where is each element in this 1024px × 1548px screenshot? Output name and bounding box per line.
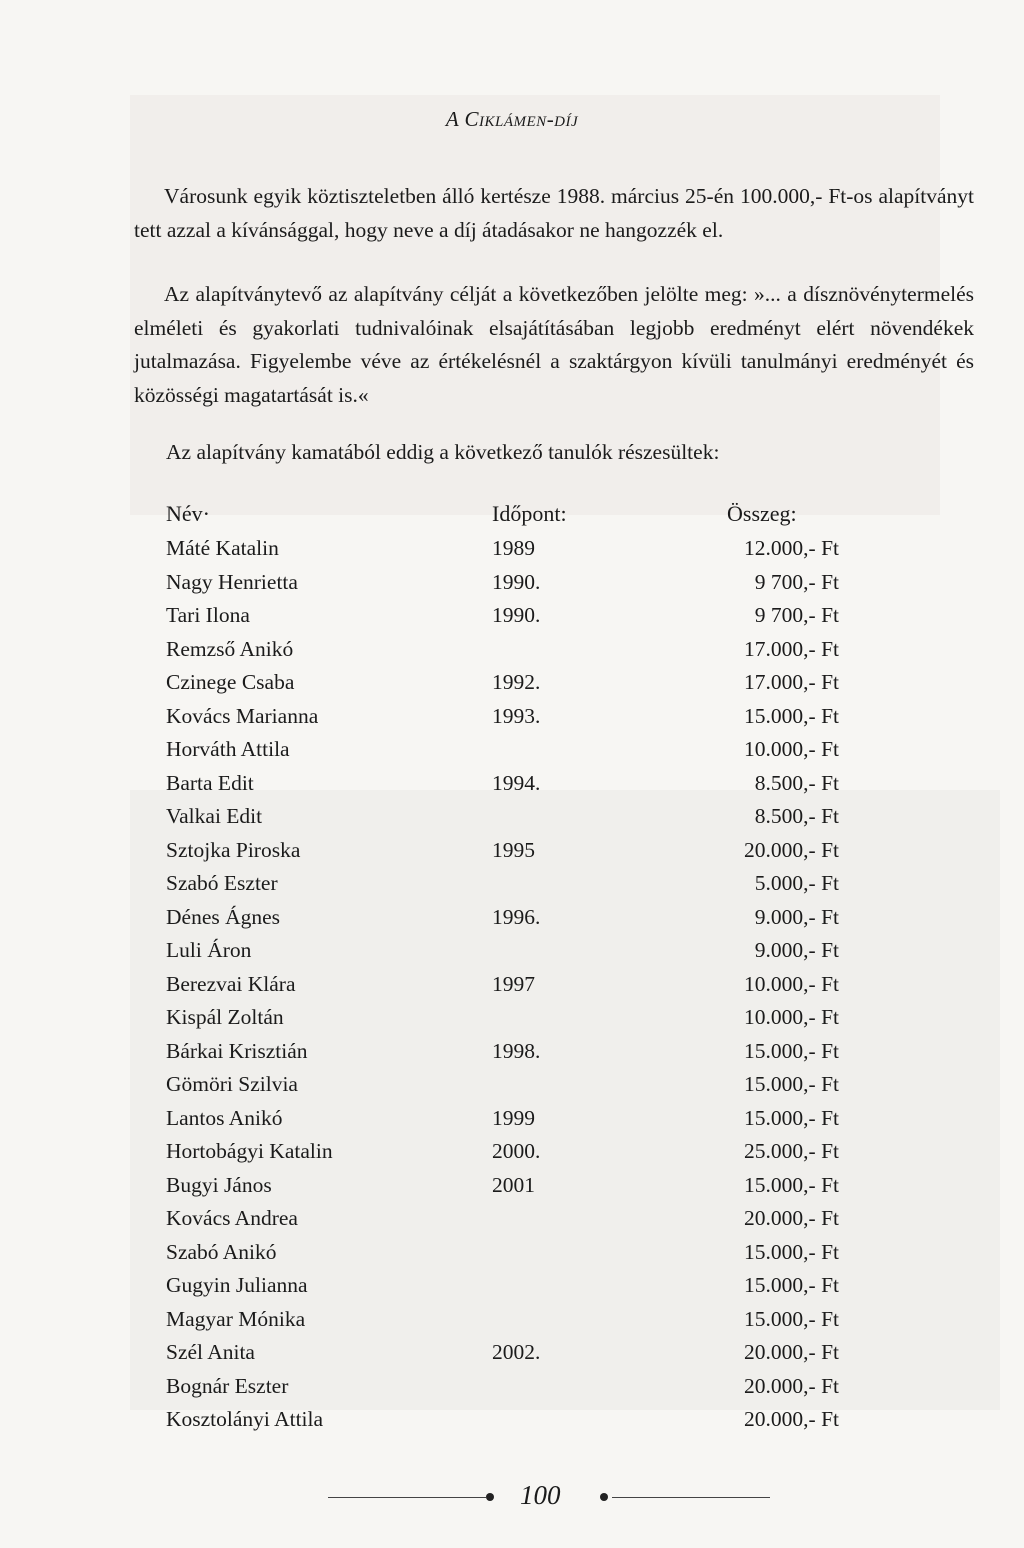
award-amount: 25.000,- Ft: [744, 1139, 839, 1163]
recipient-name: Horváth Attila: [166, 737, 290, 761]
column-header-name: Név·: [166, 501, 210, 526]
award-date: 2002.: [492, 1340, 541, 1364]
award-date: 1995: [492, 837, 535, 862]
award-amount: 15.000,- Ft: [744, 1306, 839, 1331]
award-date: 1989: [492, 536, 535, 560]
footer-rule-right: [612, 1497, 770, 1498]
award-date: 1994.: [492, 770, 541, 795]
recipient-name: Kispál Zoltán: [166, 1005, 284, 1029]
award-date: 1998.: [492, 1038, 541, 1063]
award-amount: 15.000,- Ft: [744, 1105, 839, 1130]
award-amount: 17.000,- Ft: [744, 670, 839, 694]
footer-rule-left: [328, 1497, 486, 1498]
table-header-row: [0, 496, 1024, 532]
recipient-name: Remzső Anikó: [166, 636, 294, 661]
table-row: [0, 901, 1024, 935]
recipient-name: Máté Katalin: [166, 536, 279, 560]
table-row: [0, 566, 1024, 600]
recipient-name: Czinege Csaba: [166, 670, 295, 694]
award-amount: 20.000,- Ft: [744, 1206, 839, 1230]
table-row: [0, 767, 1024, 801]
award-date: 1993.: [492, 703, 541, 728]
recipient-name: Barta Edit: [166, 770, 254, 795]
award-amount: 20.000,- Ft: [744, 837, 839, 862]
recipient-name: Lantos Anikó: [166, 1105, 283, 1130]
recipient-name: Szél Anita: [166, 1340, 255, 1364]
table-row: [0, 1336, 1024, 1370]
table-row: [0, 532, 1024, 566]
recipient-name: Kovács Andrea: [166, 1206, 298, 1230]
award-date: 2001: [492, 1172, 535, 1197]
award-amount: 15.000,- Ft: [744, 1072, 839, 1096]
table-row: [0, 1035, 1024, 1069]
award-amount: 15.000,- Ft: [744, 1239, 839, 1264]
award-amount: 9 700,- Ft: [754, 603, 839, 627]
award-amount: 9.000,- Ft: [754, 938, 839, 962]
paragraph-purpose: Az alapítványtevő az alapítvány célját a következőben jelölte meg: »... a dísznövénytermelés elméleti és gyakorlati tudnivalóinak elsajátításában legjobb eredményt elért növendékek jutalmazása. Figyelembe véve az értékelésnél a szaktárgyon kívüli tanulmányi eredményét és közösségi magatartását is.«: [134, 282, 974, 407]
recipient-name: Nagy Henrietta: [166, 569, 298, 594]
recipient-name: Szabó Eszter: [166, 871, 278, 895]
recipient-name: Bognár Eszter: [166, 1373, 289, 1398]
recipient-name: Hortobágyi Katalin: [166, 1139, 333, 1163]
table-row: [0, 1001, 1024, 1035]
recipient-name: Gugyin Julianna: [166, 1273, 308, 1297]
recipient-name: Kovács Marianna: [166, 703, 319, 728]
table-row: [0, 1403, 1024, 1437]
award-amount: 8.500,- Ft: [754, 770, 839, 795]
table-row: [0, 934, 1024, 968]
table-row: [0, 867, 1024, 901]
table-row: [0, 633, 1024, 667]
award-amount: 9 700,- Ft: [754, 569, 839, 594]
award-date: 1999: [492, 1105, 535, 1130]
paragraph-intro: Városunk egyik köztiszteletben álló kertésze 1988. március 25-én 100.000,- Ft-os alapítványt tett azzal a kívánsággal, hogy neve a díj átadásakor ne hangozzék el.: [134, 184, 974, 242]
recipient-name: Bugyi János: [166, 1172, 272, 1197]
recipients-table: [0, 496, 1024, 1437]
award-amount: 15.000,- Ft: [744, 1273, 839, 1297]
table-row: [0, 1068, 1024, 1102]
award-date: 1990.: [492, 603, 541, 627]
recipient-name: Szabó Anikó: [166, 1239, 277, 1264]
header-prefix: A: [445, 107, 465, 131]
table-row: [0, 968, 1024, 1002]
award-amount: 8.500,- Ft: [754, 804, 839, 828]
award-amount: 15.000,- Ft: [744, 1038, 839, 1063]
award-amount: 20.000,- Ft: [744, 1407, 839, 1431]
recipient-name: Dénes Ágnes: [166, 904, 281, 929]
award-amount: 5.000,- Ft: [754, 871, 839, 895]
table-body: [0, 532, 1024, 1437]
header-title: Ciklámen-díj: [464, 107, 579, 131]
recipient-name: Gömöri Szilvia: [166, 1072, 298, 1096]
award-amount: 10.000,- Ft: [744, 737, 839, 761]
table-row: [0, 1269, 1024, 1303]
award-amount: 15.000,- Ft: [744, 703, 839, 728]
footer-bullet-right: [600, 1493, 608, 1501]
recipient-name: Tari Ilona: [166, 603, 250, 627]
footer-bullet-left: [486, 1493, 494, 1501]
table-row: [0, 1236, 1024, 1270]
award-amount: 15.000,- Ft: [744, 1172, 839, 1197]
award-amount: 17.000,- Ft: [744, 636, 839, 661]
award-date: 1997: [492, 971, 535, 996]
recipient-name: Sztojka Piroska: [166, 837, 301, 862]
table-row: [0, 1303, 1024, 1337]
award-amount: 9.000,- Ft: [754, 904, 839, 929]
award-amount: 10.000,- Ft: [744, 971, 839, 996]
recipient-name: Magyar Mónika: [166, 1306, 306, 1331]
table-row: [0, 1102, 1024, 1136]
table-row: [0, 1202, 1024, 1236]
award-amount: 12.000,- Ft: [744, 536, 839, 560]
table-row: [0, 666, 1024, 700]
page-footer: [0, 1478, 1024, 1518]
table-row: [0, 733, 1024, 767]
award-amount: 20.000,- Ft: [744, 1340, 839, 1364]
recipient-name: Luli Áron: [166, 938, 252, 962]
paragraph-recipients-intro: Az alapítvány kamatából eddig a következő tanulók részesültek:: [166, 440, 720, 464]
table-row: [0, 700, 1024, 734]
recipient-name: Berezvai Klára: [166, 971, 296, 996]
recipient-name: Bárkai Krisztián: [166, 1038, 308, 1063]
award-date: 1990.: [492, 569, 541, 594]
award-date: 1996.: [492, 904, 541, 929]
column-header-date: Időpont:: [492, 501, 567, 526]
table-row: [0, 599, 1024, 633]
column-header-amount: Összeg:: [727, 501, 797, 526]
table-row: [0, 1169, 1024, 1203]
page-number: 100: [520, 1480, 561, 1510]
table-row: [0, 1370, 1024, 1404]
award-date: 2000.: [492, 1139, 541, 1163]
table-row: [0, 1135, 1024, 1169]
award-date: 1992.: [492, 670, 541, 694]
award-amount: 20.000,- Ft: [744, 1373, 839, 1398]
recipient-name: Valkai Edit: [166, 804, 263, 828]
running-header: [0, 107, 1024, 132]
recipient-name: Kosztolányi Attila: [166, 1407, 324, 1431]
table-row: [0, 800, 1024, 834]
table-row: [0, 834, 1024, 868]
award-amount: 10.000,- Ft: [744, 1005, 839, 1029]
